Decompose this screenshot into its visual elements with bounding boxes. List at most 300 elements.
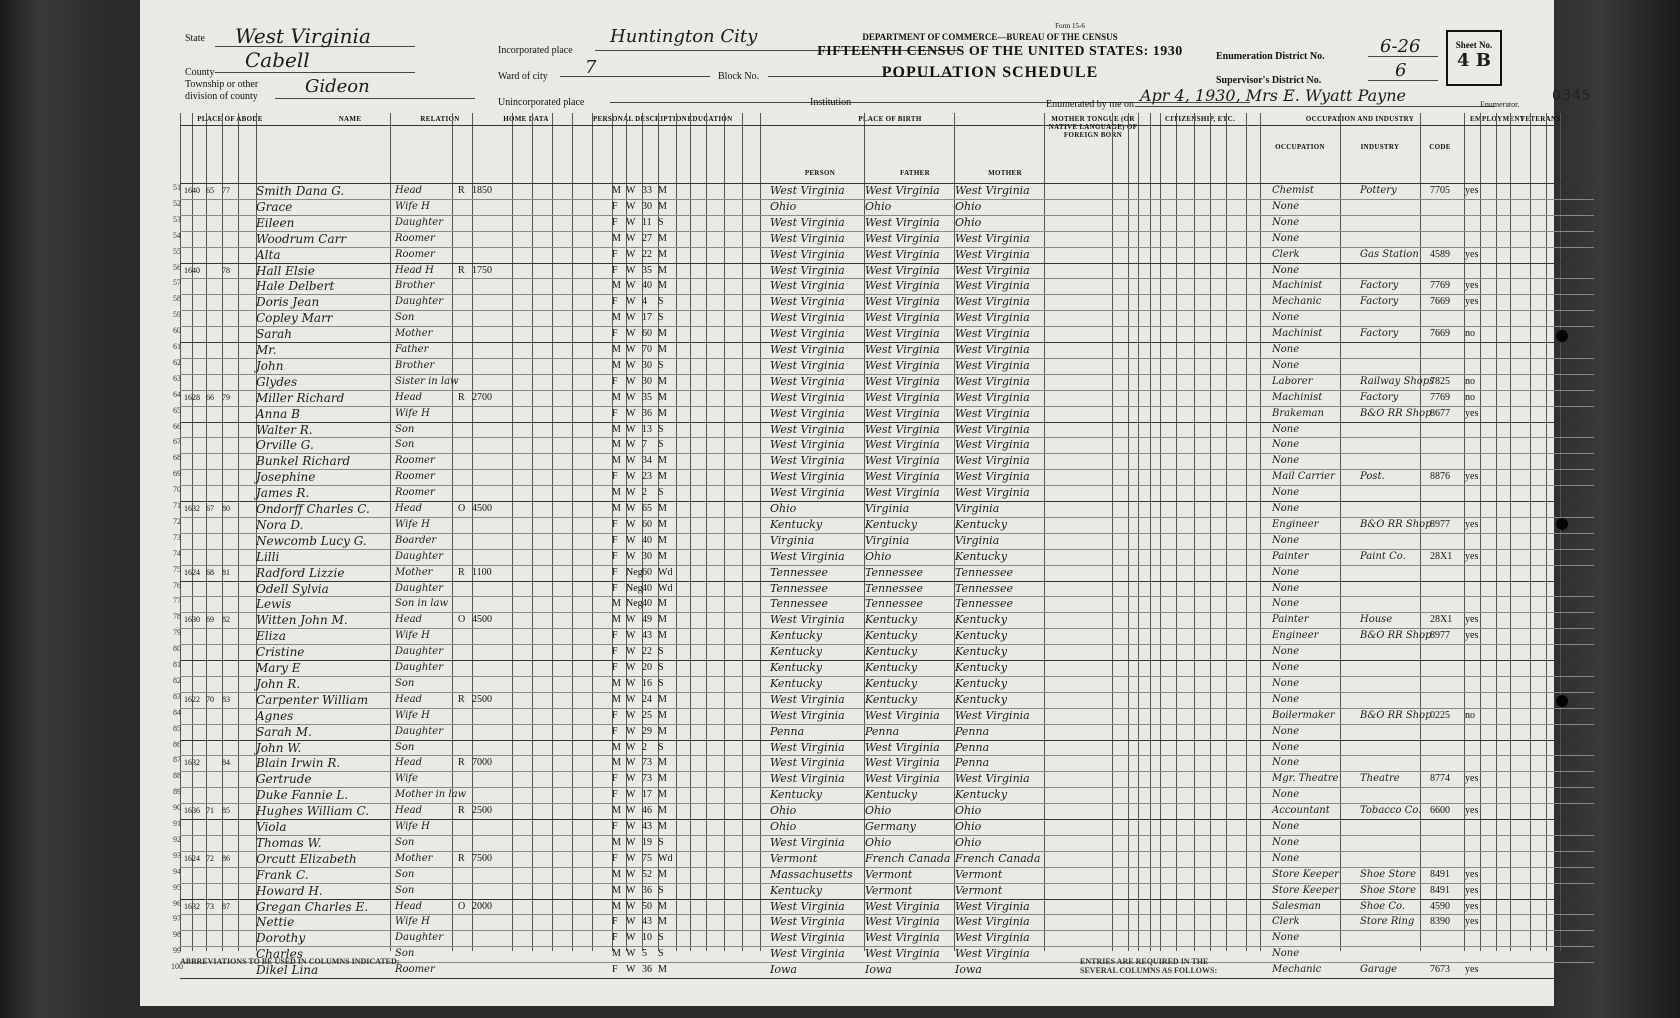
- cell-line: 52: [173, 198, 181, 208]
- ward-label: Ward of city: [498, 71, 548, 82]
- col-person: PERSON: [804, 169, 836, 177]
- cell-race: W: [626, 407, 636, 419]
- census-sheet: [140, 0, 1592, 1006]
- cell-occ: None: [1272, 439, 1300, 451]
- cell-fob: Ohio: [865, 199, 892, 213]
- cell-occ: Painter: [1272, 614, 1309, 626]
- table-row: [173, 532, 1594, 549]
- cell-race: W: [626, 344, 636, 355]
- cell-sex: F: [612, 375, 618, 387]
- cell-pob: West Virginia: [770, 263, 845, 277]
- cell-race: W: [626, 646, 636, 658]
- cell-rel: Roomer: [395, 471, 435, 483]
- cell-mob: Kentucky: [955, 517, 1008, 531]
- cell-pob: West Virginia: [770, 247, 845, 261]
- cell-sex: F: [612, 550, 618, 562]
- cell-occ: None: [1272, 582, 1300, 594]
- table-row: [173, 866, 1594, 883]
- cell-mob: West Virginia: [955, 470, 1030, 484]
- cell-pob: West Virginia: [770, 756, 845, 770]
- cell-fam: 66: [206, 392, 214, 402]
- cell-emp: yes: [1465, 518, 1479, 530]
- cell-ms: M: [658, 630, 667, 642]
- cell-line-right: 100: [1572, 964, 1584, 974]
- cell-line: 97: [173, 914, 181, 924]
- cell-age: 7: [642, 439, 647, 451]
- cell-sex: M: [612, 455, 621, 467]
- township-label: Township or other division of county: [185, 79, 259, 102]
- cell-age: 40: [642, 598, 652, 610]
- cell-occ: Chemist: [1272, 185, 1314, 196]
- cell-ms: S: [658, 423, 664, 435]
- table-row: [173, 437, 1594, 453]
- cell-value: 2500: [472, 805, 492, 817]
- cell-code: 8677: [1430, 407, 1450, 419]
- cell-line-right: 84: [1574, 709, 1582, 719]
- cell-rel: Son: [395, 836, 415, 848]
- cell-race: W: [626, 312, 636, 324]
- group-place-of-abode: PLACE OF ABODE: [197, 115, 263, 123]
- cell-race: W: [626, 868, 636, 880]
- cell-line-right: 73: [1574, 534, 1582, 544]
- cell-tenure: R: [458, 391, 465, 403]
- state-label: State: [185, 33, 205, 44]
- cell-code: 7673: [1430, 964, 1450, 976]
- cell-rel: Roomer: [395, 964, 435, 976]
- cell-age: 2: [642, 487, 647, 499]
- group-employment: EMPLOYMENT: [1470, 115, 1525, 123]
- cell-race: W: [626, 693, 636, 705]
- cell-emp: yes: [1465, 884, 1479, 896]
- cell-ms: M: [658, 916, 667, 928]
- incorporated-label: Incorporated place: [498, 45, 573, 56]
- cell-line-right: 67: [1574, 439, 1582, 449]
- cell-sex: M: [612, 884, 621, 896]
- cell-age: 50: [642, 900, 652, 912]
- cell-rel: Daughter: [395, 662, 443, 673]
- cell-rel: Son: [395, 312, 415, 324]
- cell-name: Anna B: [256, 406, 300, 421]
- ed-value: 6-26: [1380, 36, 1421, 57]
- cell-occ: None: [1272, 534, 1300, 546]
- cell-age: 60: [642, 328, 652, 340]
- cell-mob: West Virginia: [955, 263, 1030, 277]
- cell-occ: Clerk: [1272, 916, 1300, 928]
- cell-value: 2700: [472, 391, 492, 403]
- cell-dwel: 1636: [184, 806, 200, 816]
- footer: [180, 955, 1560, 1000]
- table-row: [173, 644, 1594, 660]
- cell-fob: Ohio: [865, 835, 892, 849]
- cell-fob: West Virginia: [865, 327, 940, 341]
- state-value: West Virginia: [235, 24, 371, 48]
- cell-line-right: 76: [1574, 582, 1582, 592]
- cell-rel: Head: [395, 503, 423, 514]
- cell-line: 65: [173, 405, 181, 415]
- cell-line: 66: [173, 421, 181, 431]
- cell-name: Sarah: [256, 327, 292, 342]
- cell-mob: Kentucky: [955, 661, 1008, 674]
- table-row: [173, 214, 1594, 231]
- incorporated-value: Huntington City: [610, 26, 758, 47]
- cell-line: 90: [173, 803, 181, 813]
- cell-fob: West Virginia: [865, 772, 940, 786]
- cell-line: 88: [173, 771, 181, 781]
- cell-name: Dorothy: [256, 931, 306, 946]
- cell-line: 98: [173, 930, 181, 940]
- cell-sex: M: [612, 677, 621, 689]
- cell-pob: Kentucky: [770, 788, 823, 802]
- cell-fob: West Virginia: [865, 947, 940, 961]
- cell-sex: M: [612, 868, 621, 880]
- cell-occ: None: [1272, 312, 1300, 324]
- cell-visit: 81: [222, 567, 230, 577]
- cell-sex: M: [612, 741, 621, 753]
- cell-sex: F: [612, 248, 618, 260]
- cell-mob: Kentucky: [955, 549, 1008, 563]
- cell-mob: Kentucky: [955, 645, 1008, 659]
- cell-fam: 73: [206, 901, 214, 911]
- cell-dwel: 1624: [184, 567, 200, 577]
- table-row: [173, 246, 1594, 263]
- cell-race: W: [626, 248, 636, 260]
- cell-mob: West Virginia: [955, 358, 1030, 372]
- cell-fob: Kentucky: [865, 661, 918, 674]
- cell-line: 62: [173, 357, 181, 367]
- cell-fob: West Virginia: [865, 215, 940, 229]
- cell-fob: Kentucky: [865, 788, 918, 802]
- cell-fob: West Virginia: [865, 756, 940, 770]
- cell-rel: Wife H: [395, 518, 430, 530]
- cell-code: 7669: [1430, 328, 1450, 340]
- cell-race: Neg: [626, 598, 643, 610]
- cell-line-right: 71: [1574, 503, 1582, 512]
- cell-ms: S: [658, 439, 664, 451]
- cell-line-right: 79: [1574, 630, 1582, 640]
- table-row: [173, 628, 1594, 644]
- cell-pob: Kentucky: [770, 661, 823, 674]
- cell-occ: Brakeman: [1272, 407, 1324, 419]
- cell-line: 63: [173, 373, 181, 383]
- binder-hole: [1556, 518, 1568, 530]
- cell-age: 43: [642, 916, 652, 928]
- cell-race: W: [626, 852, 636, 864]
- cell-emp: yes: [1465, 805, 1479, 817]
- cell-rel: Roomer: [395, 232, 435, 244]
- cell-sex: M: [612, 614, 621, 626]
- cell-sex: M: [612, 900, 621, 912]
- cell-line: 69: [173, 469, 181, 479]
- cell-sex: M: [612, 344, 621, 355]
- cell-mob: Vermont: [955, 883, 1003, 897]
- cell-age: 40: [642, 280, 652, 292]
- table-row: [173, 230, 1594, 247]
- cell-rel: Wife: [395, 773, 418, 785]
- cell-code: 8977: [1430, 630, 1450, 642]
- cell-occ: None: [1272, 932, 1300, 944]
- cell-occ: Clerk: [1272, 248, 1300, 260]
- cell-line-right: 92: [1574, 836, 1582, 846]
- cell-tenure: R: [458, 757, 465, 769]
- cell-sex: F: [612, 534, 618, 546]
- entries-title: ENTRIES ARE REQUIRED IN THE SEVERAL COLUMNS AS FOLLOWS:: [1080, 957, 1218, 975]
- cell-pob: Ohio: [770, 820, 797, 833]
- cell-age: 22: [642, 248, 652, 260]
- cell-age: 36: [642, 964, 652, 976]
- cell-name: Blain Irwin R.: [256, 756, 341, 771]
- cell-name: Nettie: [256, 915, 295, 930]
- cell-race: W: [626, 836, 636, 848]
- cell-rel: Daughter: [395, 582, 443, 594]
- cell-visit: 87: [222, 901, 230, 911]
- cell-name: Doris Jean: [256, 295, 320, 310]
- cell-race: W: [626, 359, 636, 371]
- cell-ms: M: [658, 471, 667, 483]
- cell-sex: F: [612, 566, 618, 578]
- cell-fob: West Virginia: [865, 454, 940, 468]
- cell-line: 57: [173, 278, 181, 288]
- cell-code: 8491: [1430, 868, 1450, 880]
- cell-age: 30: [642, 200, 652, 212]
- cell-ms: M: [658, 821, 667, 832]
- cell-race: W: [626, 677, 636, 689]
- cell-pob: West Virginia: [770, 915, 845, 929]
- cell-name: Ondorff Charles C.: [256, 502, 370, 516]
- cell-pob: West Virginia: [770, 470, 845, 484]
- cell-fob: West Virginia: [865, 899, 940, 913]
- cell-ms: M: [658, 518, 667, 530]
- cell-fob: Kentucky: [865, 629, 918, 643]
- cell-ind: Pottery: [1360, 185, 1397, 196]
- cell-race: W: [626, 391, 636, 403]
- cell-tenure: R: [458, 566, 465, 578]
- cell-occ: None: [1272, 789, 1300, 801]
- cell-fob: Virginia: [865, 502, 910, 515]
- cell-sex: M: [612, 439, 621, 451]
- cell-line-right: 63: [1574, 375, 1582, 385]
- cell-name: Odell Sylvia: [256, 581, 329, 596]
- cell-ms: M: [658, 232, 667, 244]
- cell-age: 34: [642, 455, 652, 467]
- cell-ms: M: [658, 248, 667, 260]
- institution-label: Institution: [810, 97, 852, 108]
- cell-dwel: 1622: [184, 694, 200, 704]
- table-row: [173, 914, 1594, 930]
- group-name: NAME: [338, 115, 362, 123]
- cell-rel: Head: [395, 185, 423, 196]
- cell-ms: S: [658, 487, 664, 499]
- cell-ms: S: [658, 677, 664, 689]
- cell-age: 65: [642, 503, 652, 514]
- sheet-value: 4 B: [1456, 50, 1491, 71]
- cell-name: Copley Marr: [256, 311, 333, 326]
- cell-occ: None: [1272, 662, 1300, 673]
- cell-rel: Son: [395, 423, 415, 435]
- cell-pob: West Virginia: [770, 772, 845, 786]
- cell-race: W: [626, 216, 636, 228]
- cell-line: 51: [173, 183, 181, 192]
- cell-age: 73: [642, 773, 652, 785]
- table-row: [173, 787, 1594, 803]
- cell-race: W: [626, 423, 636, 435]
- cell-line: 80: [173, 644, 181, 654]
- cell-rel: Wife H: [395, 630, 430, 642]
- cell-name: Viola: [256, 820, 287, 834]
- cell-emp: yes: [1465, 868, 1479, 880]
- cell-name: John R.: [256, 676, 301, 691]
- cell-occ: Salesman: [1272, 900, 1321, 912]
- cell-name: Mary E: [256, 661, 301, 675]
- cell-race: W: [626, 550, 636, 562]
- cell-code: 28X1: [1430, 614, 1453, 626]
- cell-race: W: [626, 884, 636, 896]
- cell-occ: Painter: [1272, 550, 1309, 562]
- cell-age: 13: [642, 423, 652, 435]
- enumerated-label: Enumerated by me on: [1046, 99, 1135, 110]
- cell-age: 49: [642, 614, 652, 626]
- table-row: [173, 596, 1594, 612]
- cell-pob: West Virginia: [770, 327, 845, 341]
- cell-occ: None: [1272, 677, 1300, 689]
- cell-sex: M: [612, 836, 621, 848]
- cell-race: W: [626, 200, 636, 212]
- cell-rel: Head: [395, 757, 423, 769]
- cell-name: Gertrude: [256, 772, 312, 787]
- cell-occ: Engineer: [1272, 630, 1319, 642]
- cell-pob: Tennessee: [770, 581, 828, 595]
- cell-emp: yes: [1465, 964, 1479, 976]
- cell-mob: West Virginia: [955, 343, 1030, 356]
- cell-ind: Railway Shops: [1360, 375, 1435, 387]
- cell-emp: no: [1465, 375, 1475, 387]
- cell-code: 7705: [1430, 185, 1450, 196]
- cell-sex: F: [612, 630, 618, 642]
- cell-rel: Wife H: [395, 407, 430, 419]
- col-industry: INDUSTRY: [1360, 143, 1400, 151]
- cell-ms: S: [658, 359, 664, 371]
- cell-fam: 70: [206, 694, 214, 704]
- cell-line-right: 58: [1574, 296, 1582, 306]
- cell-pob: Iowa: [770, 963, 797, 977]
- group-relation: RELATION: [420, 115, 460, 123]
- cell-name: Walter R.: [256, 422, 313, 437]
- cell-pob: West Virginia: [770, 947, 845, 961]
- cell-race: W: [626, 630, 636, 642]
- cell-fob: Tennessee: [865, 597, 923, 611]
- cell-fob: West Virginia: [865, 247, 940, 261]
- cell-ms: M: [658, 200, 667, 212]
- cell-rel: Daughter: [395, 296, 443, 308]
- cell-ms: S: [658, 948, 664, 960]
- cell-fob: Tennessee: [865, 565, 923, 579]
- cell-line: 99: [173, 946, 181, 956]
- cell-ms: M: [658, 789, 667, 801]
- cell-tenure: O: [458, 503, 466, 514]
- cell-race: W: [626, 757, 636, 769]
- cell-name: Hale Delbert: [256, 279, 335, 294]
- cell-rel: Mother in law: [395, 789, 467, 801]
- cell-value: 2000: [472, 900, 492, 912]
- cell-ms: S: [658, 216, 664, 228]
- cell-sex: F: [612, 916, 618, 928]
- cell-pob: West Virginia: [770, 454, 845, 468]
- cell-occ: Mail Carrier: [1272, 471, 1335, 483]
- cell-pob: Kentucky: [770, 883, 823, 897]
- cell-fob: Vermont: [865, 883, 913, 897]
- cell-age: 33: [642, 185, 652, 196]
- cell-value: 1850: [472, 185, 492, 196]
- cell-mob: West Virginia: [955, 422, 1030, 436]
- cell-line-right: 68: [1574, 455, 1582, 465]
- cell-pob: West Virginia: [770, 311, 845, 325]
- cell-mob: West Virginia: [955, 899, 1030, 913]
- cell-name: James R.: [256, 486, 310, 501]
- cell-mob: Ohio: [955, 215, 982, 229]
- table-row: [173, 548, 1594, 565]
- table-row: [173, 453, 1594, 469]
- cell-line: 92: [173, 834, 181, 844]
- cell-line: 61: [173, 342, 181, 351]
- cell-line: 74: [173, 548, 181, 558]
- cell-rel: Father: [395, 344, 429, 355]
- township-value: Gideon: [305, 76, 370, 97]
- cell-rel: Wife H: [395, 200, 430, 212]
- table-row: [173, 469, 1594, 485]
- cell-dwel: 1632: [184, 758, 200, 768]
- cell-code: 7825: [1430, 375, 1450, 387]
- cell-code: 8977: [1430, 518, 1450, 530]
- cell-age: 4: [642, 296, 647, 308]
- cell-name: Carpenter William: [256, 692, 369, 707]
- unincorporated-label: Unincorporated place: [498, 97, 585, 108]
- sheet-box: [1446, 30, 1502, 86]
- cell-mob: West Virginia: [955, 486, 1030, 500]
- cell-fob: West Virginia: [865, 931, 940, 945]
- cell-visit: 84: [222, 758, 230, 768]
- cell-line-right: 61: [1574, 344, 1582, 353]
- cell-ind: Factory: [1360, 391, 1399, 403]
- cell-fam: 72: [206, 853, 214, 863]
- cell-line-right: 97: [1574, 916, 1582, 926]
- ed-label: Enumeration District No.: [1216, 51, 1325, 62]
- cell-pob: Ohio: [770, 804, 797, 818]
- cell-age: 30: [642, 375, 652, 387]
- table-row: [173, 564, 1594, 581]
- cell-sex: F: [612, 725, 618, 737]
- cell-line: 79: [173, 628, 181, 638]
- cell-pob: West Virginia: [770, 692, 845, 706]
- cell-visit: 80: [222, 504, 230, 513]
- cell-visit: 86: [222, 853, 230, 863]
- cell-mob: West Virginia: [955, 947, 1030, 961]
- table-row: [173, 262, 1594, 279]
- cell-name: Woodrum Carr: [256, 231, 347, 246]
- cell-line-right: 60: [1574, 328, 1582, 338]
- cell-code: 4590: [1430, 900, 1450, 912]
- cell-name: Glydes: [256, 374, 298, 389]
- cell-line-right: 86: [1574, 741, 1582, 751]
- cell-tenure: R: [458, 805, 465, 817]
- cell-fob: West Virginia: [865, 231, 940, 245]
- cell-occ: None: [1272, 487, 1300, 499]
- cell-line-right: 94: [1574, 868, 1582, 878]
- cell-occ: None: [1272, 216, 1300, 228]
- col-occupation: OCCUPATION: [1275, 143, 1325, 151]
- cell-sex: F: [612, 471, 618, 483]
- cell-code: 0225: [1430, 709, 1450, 721]
- cell-occ: None: [1272, 566, 1300, 578]
- table-row: [173, 707, 1594, 724]
